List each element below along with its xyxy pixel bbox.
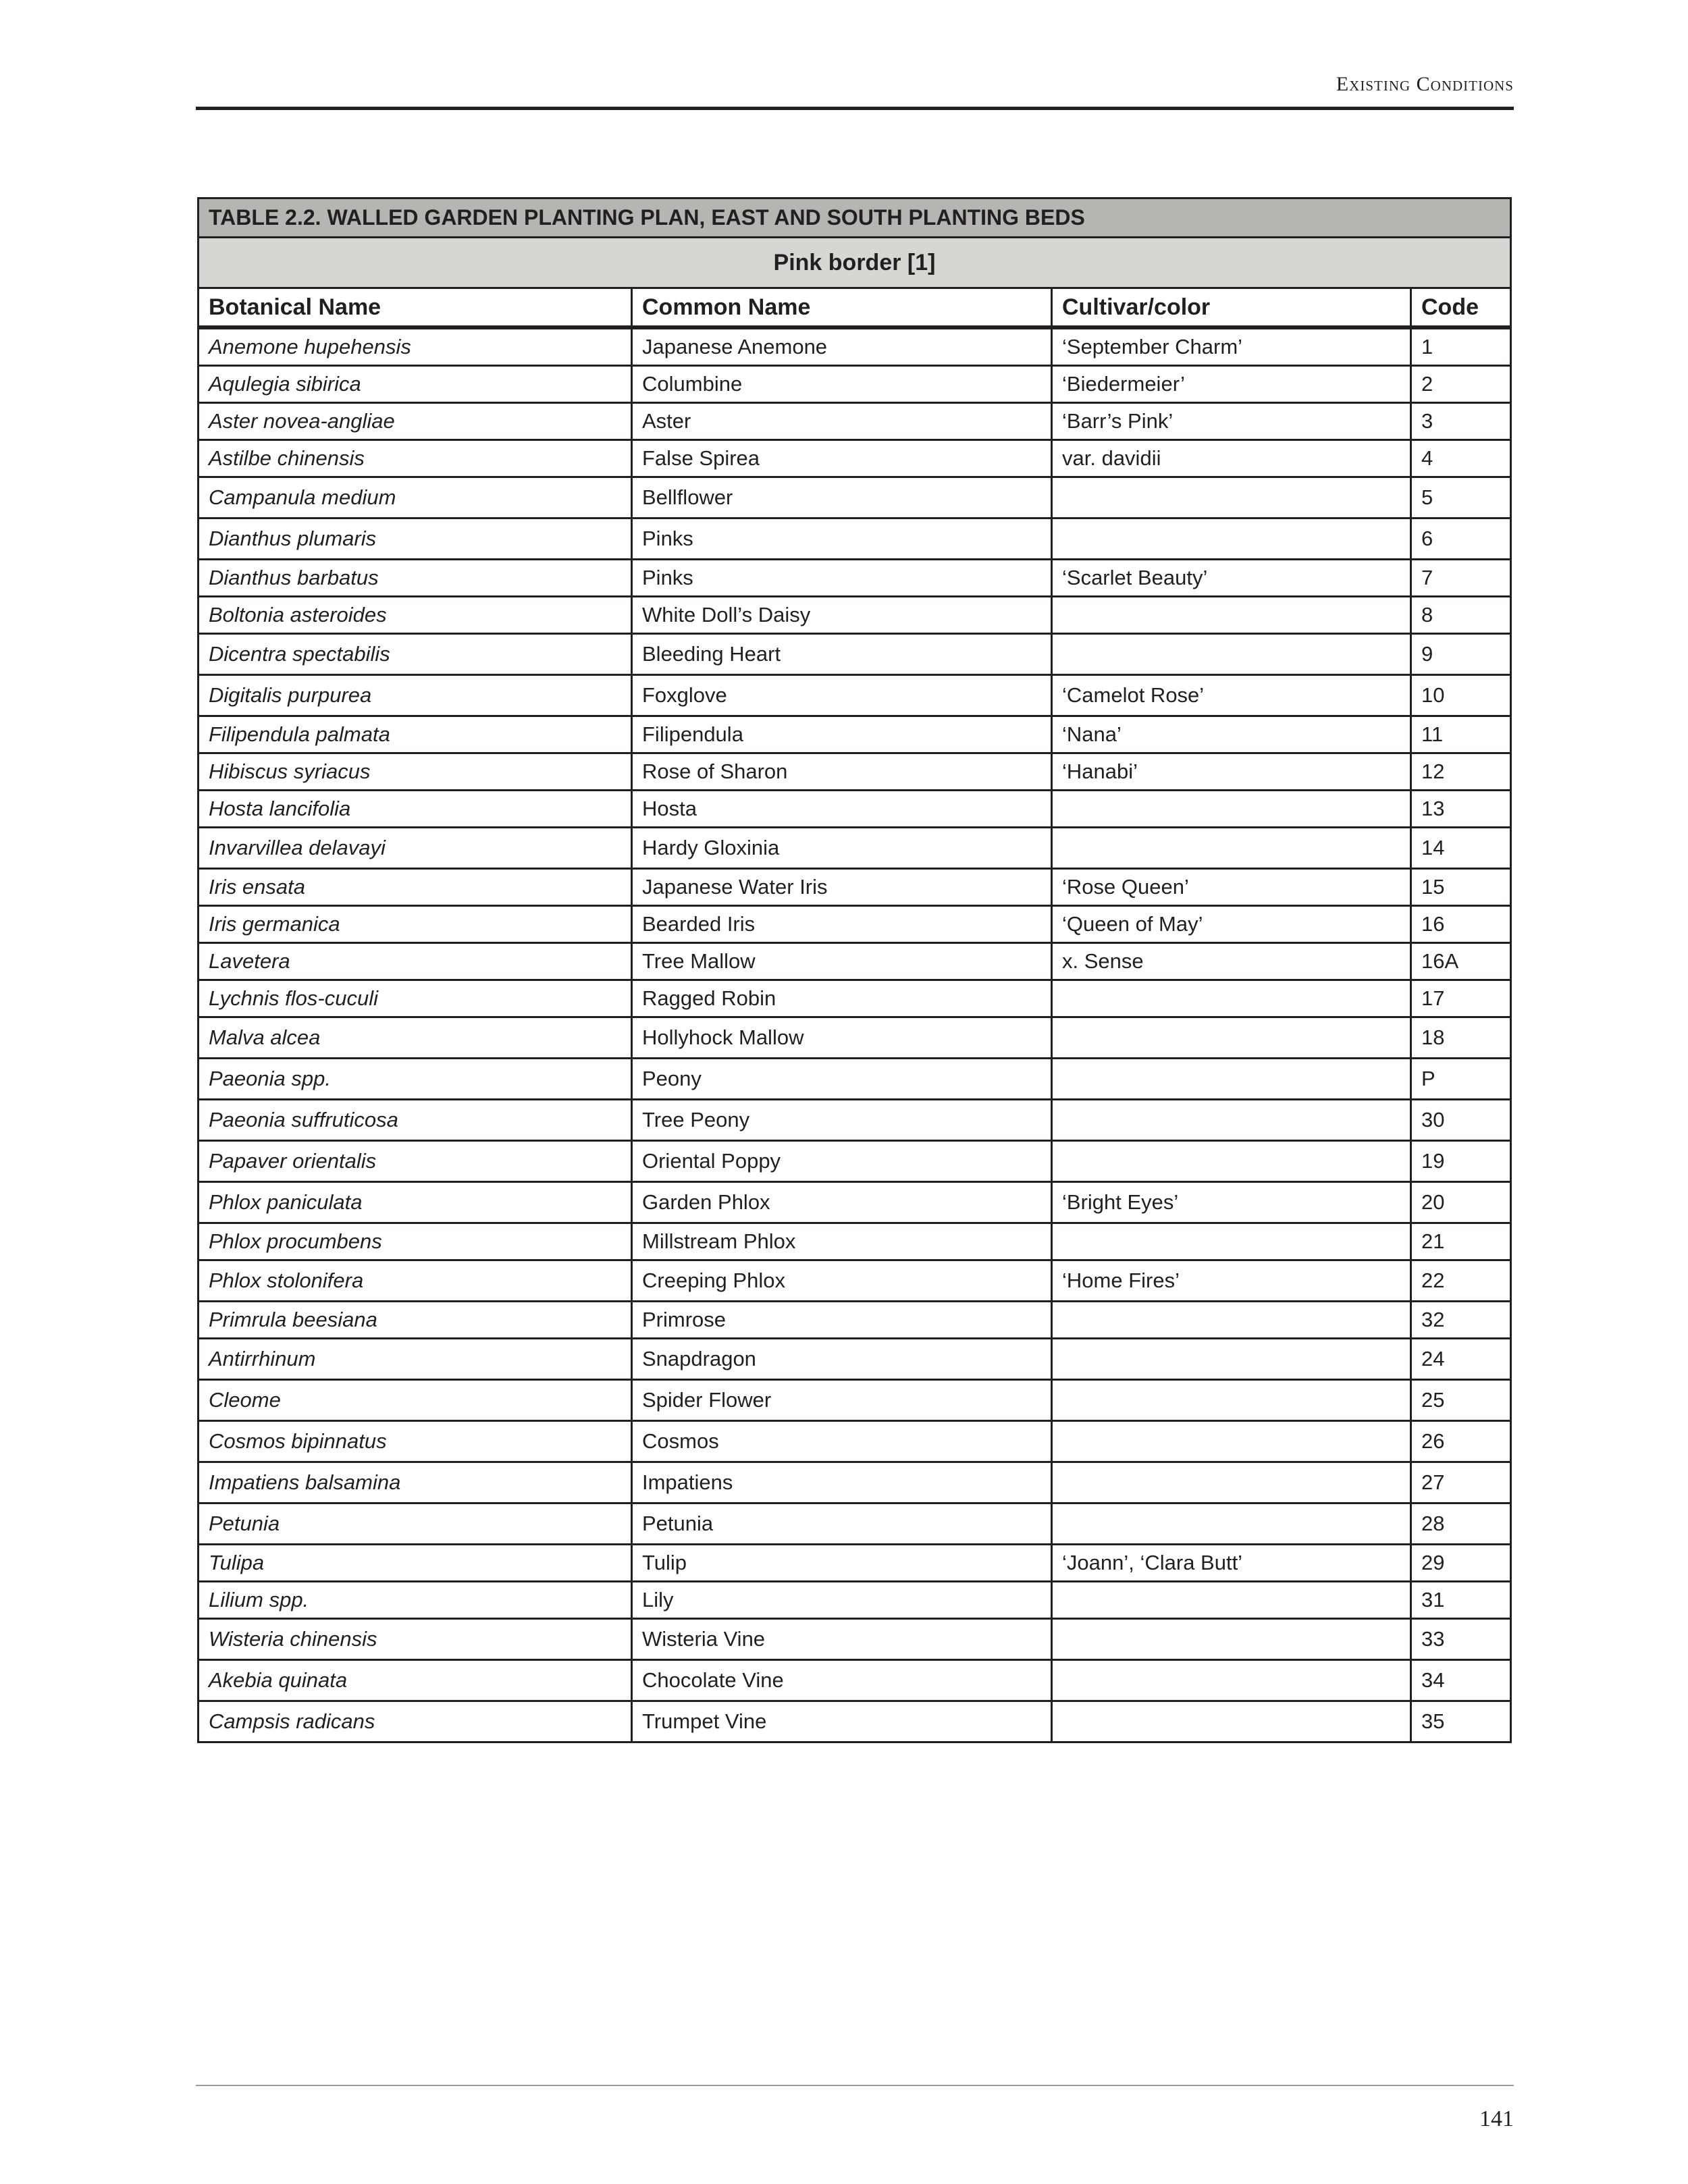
table-row: [199, 1141, 1511, 1182]
cultivar-cell: [1052, 1339, 1411, 1380]
botanical-name-cell: Iris germanica: [199, 906, 632, 943]
botanical-name-cell: Astilbe chinensis: [199, 440, 632, 477]
table-row: [199, 1182, 1511, 1223]
code-cell: 35: [1411, 1701, 1511, 1742]
table-row: [199, 906, 1511, 943]
code-cell: 11: [1411, 716, 1511, 753]
code-cell: 25: [1411, 1380, 1511, 1421]
code-cell: 18: [1411, 1017, 1511, 1059]
code-cell: 19: [1411, 1141, 1511, 1182]
cultivar-cell: [1052, 1380, 1411, 1421]
table-row: [199, 791, 1511, 828]
code-cell: 12: [1411, 753, 1511, 791]
cultivar-cell: ‘Bright Eyes’: [1052, 1182, 1411, 1223]
code-cell: 7: [1411, 560, 1511, 597]
code-cell: 9: [1411, 634, 1511, 675]
common-name-cell: Hardy Gloxinia: [632, 828, 1052, 869]
common-name-cell: Impatiens: [632, 1462, 1052, 1503]
table-row: [199, 675, 1511, 716]
table-row: [199, 753, 1511, 791]
footer-rule: [196, 2085, 1514, 2086]
code-cell: 1: [1411, 327, 1511, 366]
cultivar-cell: ‘Hanabi’: [1052, 753, 1411, 791]
section-row: [199, 238, 1511, 288]
botanical-name-cell: Impatiens balsamina: [199, 1462, 632, 1503]
botanical-name-cell: Hosta lancifolia: [199, 791, 632, 828]
column-header-common: Common Name: [632, 288, 1052, 328]
table-row: [199, 634, 1511, 675]
table-row: [199, 1503, 1511, 1545]
column-header-botanical: Botanical Name: [199, 288, 632, 328]
botanical-name-cell: Phlox paniculata: [199, 1182, 632, 1223]
common-name-cell: Petunia: [632, 1503, 1052, 1545]
common-name-cell: Primrose: [632, 1302, 1052, 1339]
cultivar-cell: ‘Rose Queen’: [1052, 869, 1411, 906]
code-cell: 30: [1411, 1100, 1511, 1141]
code-cell: 33: [1411, 1619, 1511, 1660]
common-name-cell: Japanese Anemone: [632, 327, 1052, 366]
botanical-name-cell: Antirrhinum: [199, 1339, 632, 1380]
botanical-name-cell: Hibiscus syriacus: [199, 753, 632, 791]
cultivar-cell: [1052, 1141, 1411, 1182]
common-name-cell: Rose of Sharon: [632, 753, 1052, 791]
botanical-name-cell: Filipendula palmata: [199, 716, 632, 753]
cultivar-cell: ‘Camelot Rose’: [1052, 675, 1411, 716]
botanical-name-cell: Papaver orientalis: [199, 1141, 632, 1182]
cultivar-cell: [1052, 1421, 1411, 1462]
table-row: [199, 1619, 1511, 1660]
table-row: [199, 828, 1511, 869]
table-row: [199, 869, 1511, 906]
table-row: [199, 1260, 1511, 1302]
cultivar-cell: [1052, 1619, 1411, 1660]
table-row: [199, 980, 1511, 1017]
page-number: 141: [1479, 2106, 1514, 2131]
code-cell: 21: [1411, 1223, 1511, 1260]
cultivar-cell: ‘Joann’, ‘Clara Butt’: [1052, 1545, 1411, 1582]
common-name-cell: White Doll’s Daisy: [632, 597, 1052, 634]
botanical-name-cell: Tulipa: [199, 1545, 632, 1582]
cultivar-cell: [1052, 1701, 1411, 1742]
code-cell: 28: [1411, 1503, 1511, 1545]
botanical-name-cell: Petunia: [199, 1503, 632, 1545]
cultivar-cell: [1052, 1302, 1411, 1339]
botanical-name-cell: Phlox procumbens: [199, 1223, 632, 1260]
cultivar-cell: ‘Biedermeier’: [1052, 366, 1411, 403]
common-name-cell: Spider Flower: [632, 1380, 1052, 1421]
botanical-name-cell: Lilium spp.: [199, 1582, 632, 1619]
table-row: [199, 1059, 1511, 1100]
code-cell: 26: [1411, 1421, 1511, 1462]
table-row: [199, 1582, 1511, 1619]
botanical-name-cell: Cleome: [199, 1380, 632, 1421]
common-name-cell: Hosta: [632, 791, 1052, 828]
table-row: [199, 1302, 1511, 1339]
common-name-cell: Peony: [632, 1059, 1052, 1100]
common-name-cell: Tulip: [632, 1545, 1052, 1582]
table-title: TABLE 2.2. WALLED GARDEN PLANTING PLAN, EAST AND SOUTH PLANTING BEDS: [199, 198, 1511, 238]
botanical-name-cell: Lychnis flos-cuculi: [199, 980, 632, 1017]
table-row: [199, 1462, 1511, 1503]
botanical-name-cell: Iris ensata: [199, 869, 632, 906]
botanical-name-cell: Dianthus barbatus: [199, 560, 632, 597]
cultivar-cell: [1052, 1462, 1411, 1503]
code-cell: 4: [1411, 440, 1511, 477]
botanical-name-cell: Invarvillea delavayi: [199, 828, 632, 869]
table-row: [199, 1660, 1511, 1701]
code-cell: 10: [1411, 675, 1511, 716]
cultivar-cell: ‘Home Fires’: [1052, 1260, 1411, 1302]
section-heading: Pink border [1]: [199, 238, 1511, 288]
common-name-cell: Bearded Iris: [632, 906, 1052, 943]
table-row: [199, 1545, 1511, 1582]
cultivar-cell: [1052, 791, 1411, 828]
table-row: [199, 716, 1511, 753]
common-name-cell: Creeping Phlox: [632, 1260, 1052, 1302]
table-row: [199, 440, 1511, 477]
common-name-cell: Foxglove: [632, 675, 1052, 716]
table-row: [199, 943, 1511, 980]
cultivar-cell: var. davidii: [1052, 440, 1411, 477]
cultivar-cell: [1052, 477, 1411, 518]
code-cell: 32: [1411, 1302, 1511, 1339]
botanical-name-cell: Aqulegia sibirica: [199, 366, 632, 403]
botanical-name-cell: Malva alcea: [199, 1017, 632, 1059]
table-row: [199, 1339, 1511, 1380]
botanical-name-cell: Digitalis purpurea: [199, 675, 632, 716]
header-rule: [196, 107, 1514, 110]
table-row: [199, 1017, 1511, 1059]
common-name-cell: Bellflower: [632, 477, 1052, 518]
code-cell: 2: [1411, 366, 1511, 403]
cultivar-cell: [1052, 1059, 1411, 1100]
botanical-name-cell: Cosmos bipinnatus: [199, 1421, 632, 1462]
column-header-row: [199, 288, 1511, 328]
common-name-cell: Chocolate Vine: [632, 1660, 1052, 1701]
cultivar-cell: [1052, 518, 1411, 560]
table-row: [199, 366, 1511, 403]
common-name-cell: Hollyhock Mallow: [632, 1017, 1052, 1059]
table-row: [199, 1421, 1511, 1462]
botanical-name-cell: Dicentra spectabilis: [199, 634, 632, 675]
cultivar-cell: ‘Barr’s Pink’: [1052, 403, 1411, 440]
botanical-name-cell: Campanula medium: [199, 477, 632, 518]
cultivar-cell: [1052, 1503, 1411, 1545]
botanical-name-cell: Campsis radicans: [199, 1701, 632, 1742]
code-cell: 31: [1411, 1582, 1511, 1619]
table-row: [199, 327, 1511, 366]
common-name-cell: Cosmos: [632, 1421, 1052, 1462]
botanical-name-cell: Dianthus plumaris: [199, 518, 632, 560]
common-name-cell: Pinks: [632, 560, 1052, 597]
common-name-cell: Bleeding Heart: [632, 634, 1052, 675]
cultivar-cell: [1052, 828, 1411, 869]
column-header-code: Code: [1411, 288, 1511, 328]
common-name-cell: Pinks: [632, 518, 1052, 560]
code-cell: 24: [1411, 1339, 1511, 1380]
table-row: [199, 1223, 1511, 1260]
common-name-cell: Garden Phlox: [632, 1182, 1052, 1223]
common-name-cell: False Spirea: [632, 440, 1052, 477]
common-name-cell: Millstream Phlox: [632, 1223, 1052, 1260]
table-row: [199, 1380, 1511, 1421]
common-name-cell: Filipendula: [632, 716, 1052, 753]
code-cell: 16: [1411, 906, 1511, 943]
botanical-name-cell: Lavetera: [199, 943, 632, 980]
botanical-name-cell: Paeonia suffruticosa: [199, 1100, 632, 1141]
code-cell: 17: [1411, 980, 1511, 1017]
botanical-name-cell: Paeonia spp.: [199, 1059, 632, 1100]
code-cell: 15: [1411, 869, 1511, 906]
code-cell: P: [1411, 1059, 1511, 1100]
cultivar-cell: [1052, 1660, 1411, 1701]
cultivar-cell: ‘Nana’: [1052, 716, 1411, 753]
botanical-name-cell: Anemone hupehensis: [199, 327, 632, 366]
code-cell: 14: [1411, 828, 1511, 869]
botanical-name-cell: Aster novea-angliae: [199, 403, 632, 440]
common-name-cell: Tree Peony: [632, 1100, 1052, 1141]
common-name-cell: Columbine: [632, 366, 1052, 403]
common-name-cell: Japanese Water Iris: [632, 869, 1052, 906]
running-head: Existing Conditions: [1336, 73, 1514, 95]
cultivar-cell: [1052, 1100, 1411, 1141]
code-cell: 3: [1411, 403, 1511, 440]
code-cell: 13: [1411, 791, 1511, 828]
code-cell: 6: [1411, 518, 1511, 560]
table-row: [199, 477, 1511, 518]
cultivar-cell: [1052, 1017, 1411, 1059]
botanical-name-cell: Wisteria chinensis: [199, 1619, 632, 1660]
table-row: [199, 1100, 1511, 1141]
code-cell: 34: [1411, 1660, 1511, 1701]
table-title-row: [199, 198, 1511, 238]
code-cell: 16A: [1411, 943, 1511, 980]
column-header-cultivar: Cultivar/color: [1052, 288, 1411, 328]
code-cell: 8: [1411, 597, 1511, 634]
cultivar-cell: ‘September Charm’: [1052, 327, 1411, 366]
common-name-cell: Lily: [632, 1582, 1052, 1619]
table-row: [199, 403, 1511, 440]
common-name-cell: Wisteria Vine: [632, 1619, 1052, 1660]
cultivar-cell: [1052, 1582, 1411, 1619]
table-row: [199, 518, 1511, 560]
table-row: [199, 597, 1511, 634]
table-row: [199, 560, 1511, 597]
botanical-name-cell: Boltonia asteroides: [199, 597, 632, 634]
cultivar-cell: x. Sense: [1052, 943, 1411, 980]
common-name-cell: Snapdragon: [632, 1339, 1052, 1380]
cultivar-cell: ‘Queen of May’: [1052, 906, 1411, 943]
common-name-cell: Trumpet Vine: [632, 1701, 1052, 1742]
botanical-name-cell: Phlox stolonifera: [199, 1260, 632, 1302]
code-cell: 22: [1411, 1260, 1511, 1302]
cultivar-cell: [1052, 1223, 1411, 1260]
table-row: [199, 1701, 1511, 1742]
botanical-name-cell: Primrula beesiana: [199, 1302, 632, 1339]
cultivar-cell: [1052, 634, 1411, 675]
cultivar-cell: ‘Scarlet Beauty’: [1052, 560, 1411, 597]
botanical-name-cell: Akebia quinata: [199, 1660, 632, 1701]
code-cell: 27: [1411, 1462, 1511, 1503]
code-cell: 29: [1411, 1545, 1511, 1582]
common-name-cell: Aster: [632, 403, 1052, 440]
cultivar-cell: [1052, 980, 1411, 1017]
planting-plan-table: [197, 197, 1512, 1743]
code-cell: 20: [1411, 1182, 1511, 1223]
cultivar-cell: [1052, 597, 1411, 634]
code-cell: 5: [1411, 477, 1511, 518]
common-name-cell: Oriental Poppy: [632, 1141, 1052, 1182]
common-name-cell: Tree Mallow: [632, 943, 1052, 980]
common-name-cell: Ragged Robin: [632, 980, 1052, 1017]
